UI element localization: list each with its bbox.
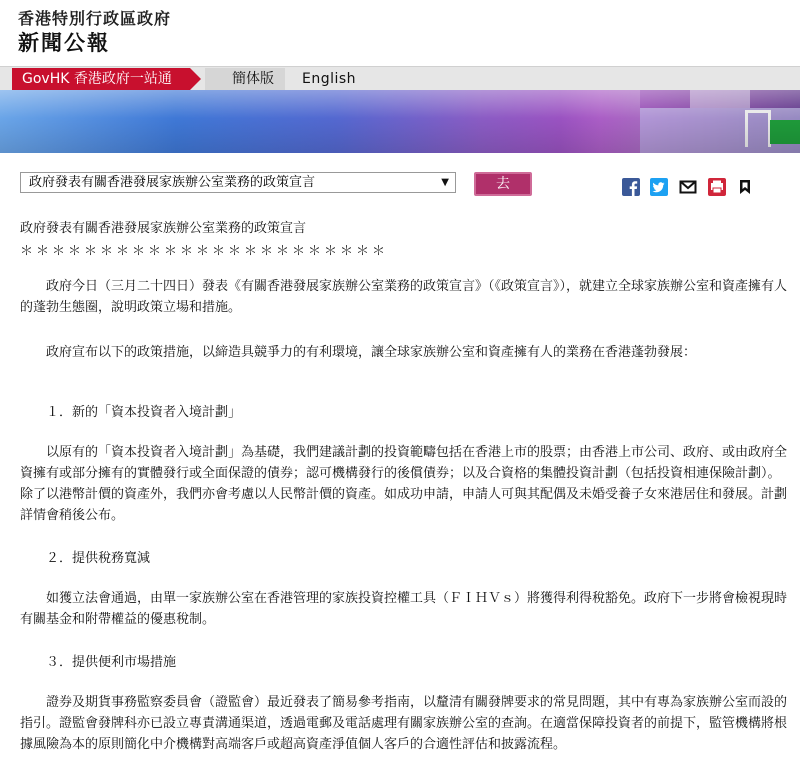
page-header: [0, 0, 800, 62]
govhk-link[interactable]: GovHK 香港政府一站通: [12, 68, 190, 90]
section-heading-1: １．新的「資本投資者入境計劃」: [20, 405, 242, 420]
go-button[interactable]: 去: [474, 172, 532, 196]
facebook-icon[interactable]: [622, 178, 640, 196]
top-navigation: [0, 66, 800, 91]
bookmark-icon[interactable]: [736, 178, 754, 196]
article-title: 政府發表有關香港發展家族辦公室業務的政策宣言: [20, 221, 307, 236]
banner-shade: [0, 90, 800, 153]
simplified-chinese-link[interactable]: 簡体版: [232, 71, 274, 87]
paragraph-3: 以原有的「資本投資者入境計劃」為基礎，我們建議計劃的投資範疇包括在香港上市的股票；由香港上市公司、政府、或由政府全資擁有或部分擁有的實體發行或全面保證的債券；認可機構發行的後償債券；以及合資格的集體投資計劃（包括投資相連保險計劃）。除了以港幣計價的資產外，我們亦會考慮以人民幣計價的資產。如成功申請，申請人可與其配偶及未婚受養子女來港居住和發展。計劃詳情會稍後公布。: [20, 445, 788, 523]
paragraph-5: 證券及期貨事務監察委員會（證監會）最近發表了簡易參考指南，以釐清有關發牌要求的常見問題，其中有專為家族辦公室而設的指引。證監會發牌科亦已設立專責溝通渠道，透過電郵及電話處理有關家族辦公室的查詢。在適當保障投資者的前提下，監管機構將根據風險為本的原則簡化中介機構對高端客戶或超高資產淨值個人客戶的合適性評估和披露流程。: [20, 695, 788, 752]
press-release-select[interactable]: [20, 172, 456, 193]
twitter-icon[interactable]: [650, 178, 668, 196]
selected-option: 政府發表有關香港發展家族辦公室業務的政策宣言: [29, 175, 316, 190]
header-banner: [0, 90, 800, 153]
dropdown-arrow-icon: ▼: [441, 177, 449, 188]
title-underline-stars: ＊＊＊＊＊＊＊＊＊＊＊＊＊＊＊＊＊＊＊＊＊＊＊: [20, 244, 389, 259]
site-title[interactable]: 新聞公報: [18, 31, 110, 55]
section-heading-2: ２．提供稅務寬減: [20, 551, 151, 566]
paragraph-4: 如獲立法會通過，由單一家族辦公室在香港管理的家族投資控權工具（ＦＩＨＶｓ）將獲得利得稅豁免。政府下一步將會檢視現時有關基金和附帶權益的優惠稅制。: [20, 591, 788, 627]
section-heading-3: ３．提供便利市場措施: [20, 655, 177, 670]
email-icon[interactable]: [679, 178, 697, 196]
government-name: 香港特別行政區政府: [18, 9, 172, 28]
paragraph-1: 政府今日（三月二十四日）發表《有關香港發展家族辦公室業務的政策宣言》（《政策宣言》），就建立全球家族辦公室和資產擁有人的蓬勃生態圈，說明政策立場和措施。: [20, 279, 788, 315]
article-toolbar: [0, 165, 800, 205]
print-icon[interactable]: [708, 178, 726, 196]
paragraph-2: 政府宣布以下的政策措施，以締造具競爭力的有利環境，讓全球家族辦公室和資產擁有人的業務在香港蓬勃發展：: [20, 345, 697, 360]
english-link[interactable]: English: [302, 71, 357, 87]
